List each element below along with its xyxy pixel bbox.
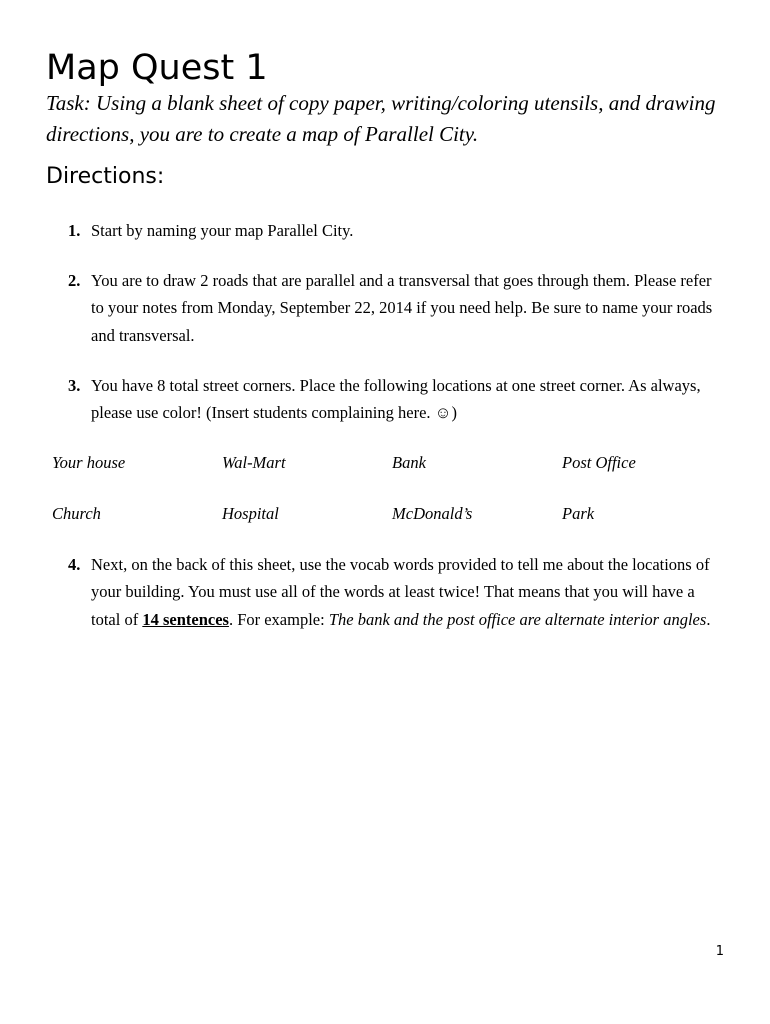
item-text-part: Next, on the back of this sheet, use the vocab words provided to tell me about the locations of your building. You must use all of the words at least twice! That means that you will have a total of bbox=[91, 555, 710, 629]
item-text: Start by naming your map Parallel City. bbox=[91, 221, 354, 240]
item-number: 4. bbox=[68, 555, 81, 574]
locations-row bbox=[52, 502, 732, 526]
location-cell: Post Office bbox=[562, 453, 636, 472]
directions-heading: Directions: bbox=[46, 164, 165, 189]
item-text-part: . bbox=[706, 609, 711, 629]
locations-row bbox=[52, 451, 732, 475]
item-text-part: . For example: bbox=[228, 609, 329, 629]
item-number: 3. bbox=[68, 376, 81, 395]
item-text: You have 8 total street corners. Place the following locations at one street corner. As always, please use color! (Insert students complaining here. ☺) bbox=[91, 376, 701, 423]
locations-table bbox=[52, 451, 732, 526]
direction-item-4 bbox=[68, 551, 728, 633]
page-number: 1 bbox=[715, 944, 724, 959]
location-cell: Your house bbox=[52, 453, 126, 472]
item-number: 1. bbox=[68, 221, 81, 240]
direction-item-3 bbox=[68, 372, 728, 427]
location-cell: Park bbox=[562, 504, 595, 523]
page-title: Map Quest 1 bbox=[46, 48, 268, 88]
item-text: You are to draw 2 roads that are parallel and a transversal that goes through them. Please refer to your notes from Monday, September 22, 2014 if you need help. Be sure to name your roads and transversal. bbox=[91, 271, 713, 345]
example-sentence: The bank and the post office are alternate interior angles bbox=[328, 609, 707, 629]
location-cell: Hospital bbox=[222, 504, 279, 523]
task-description: Task: Using a blank sheet of copy paper, writing/coloring utensils, and drawing directions, you are to create a map of Parallel City. bbox=[46, 91, 716, 146]
direction-item-2 bbox=[68, 267, 728, 349]
sentence-count-emphasis: 14 sentences bbox=[142, 609, 229, 629]
location-cell: Bank bbox=[392, 453, 426, 472]
location-cell: Wal-Mart bbox=[222, 453, 286, 472]
location-cell: Church bbox=[52, 504, 101, 523]
item-number: 2. bbox=[68, 271, 81, 290]
direction-item-1 bbox=[68, 217, 728, 244]
location-cell: McDonald’s bbox=[392, 504, 473, 523]
item-text bbox=[91, 551, 728, 633]
